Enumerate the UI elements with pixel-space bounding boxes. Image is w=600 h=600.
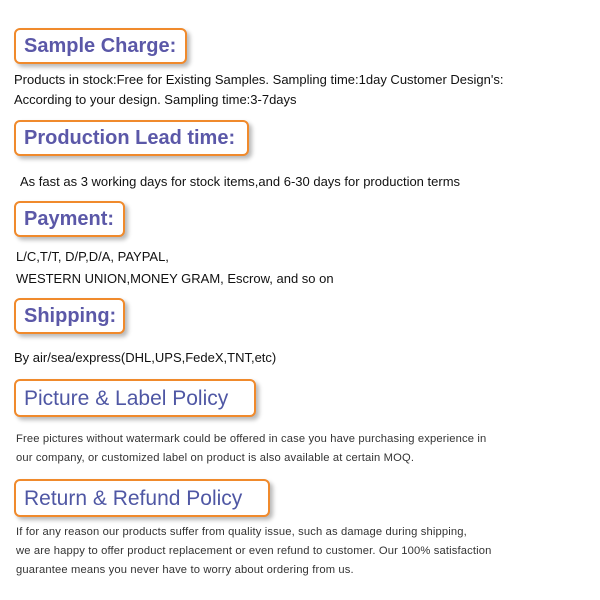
production-lead-time-title: Production Lead time:: [24, 127, 236, 149]
payment-line-2: WESTERN UNION,MONEY GRAM, Escrow, and so on: [16, 271, 334, 286]
production-lead-time-heading: [14, 120, 249, 156]
picture-label-policy-text: [16, 430, 486, 468]
picture-label-policy-title: Picture & Label Policy: [24, 386, 229, 410]
shipping-text: [14, 348, 276, 368]
payment-title: Payment:: [24, 208, 115, 230]
shipping-line-1: By air/sea/express(DHL,UPS,FedeX,TNT,etc): [14, 350, 277, 365]
return-refund-policy-line-3: guarantee means you never have to worry about ordering from us.: [16, 564, 354, 576]
payment-heading: [14, 201, 125, 237]
production-lead-time-line-1: As fast as 3 working days for stock items,and 6-30 days for production terms: [20, 174, 461, 189]
return-refund-policy-line-2: we are happy to offer product replacement or even refund to customer. Our 100% satisfaction: [16, 545, 492, 557]
picture-label-policy-line-1: Free pictures without watermark could be offered in case you have purchasing experience in: [16, 433, 487, 445]
production-lead-time-text: [20, 172, 460, 192]
sample-charge-line-1: Products in stock:Free for Existing Samples. Sampling time:1day Customer Design's:: [14, 72, 504, 87]
picture-label-policy-line-2: our company, or customized label on product is also available at certain MOQ.: [16, 452, 415, 464]
picture-label-policy-heading: [14, 379, 256, 417]
return-refund-policy-heading: [14, 479, 270, 517]
shipping-heading: [14, 298, 125, 334]
return-refund-policy-line-1: If for any reason our products suffer from quality issue, such as damage during shipping,: [16, 526, 467, 538]
sample-charge-line-2: According to your design. Sampling time:3-7days: [14, 92, 297, 107]
return-refund-policy-title: Return & Refund Policy: [24, 486, 243, 510]
sample-charge-title: Sample Charge:: [24, 35, 177, 57]
sample-charge-heading: [14, 28, 187, 64]
return-refund-policy-text: [16, 523, 492, 580]
shipping-title: Shipping:: [24, 305, 117, 327]
payment-line-1: L/C,T/T, D/P,D/A, PAYPAL,: [16, 249, 169, 264]
payment-text: [16, 247, 334, 289]
sample-charge-text: [14, 70, 503, 110]
